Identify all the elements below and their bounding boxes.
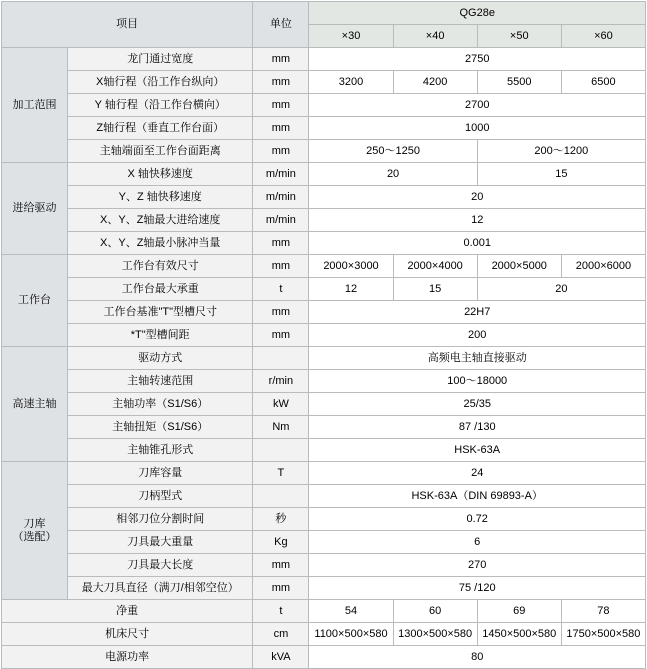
row-unit: mm: [253, 117, 309, 140]
footer-label-net-weight: 净重: [2, 600, 253, 623]
table-row: [2, 255, 646, 278]
row-item-label: Z轴行程（垂直工作台面）: [68, 117, 253, 140]
row-item-label: *T"型槽间距: [68, 324, 253, 347]
row-unit: m/min: [253, 209, 309, 232]
row-unit: T: [253, 462, 309, 485]
row-value: 69: [477, 600, 561, 623]
row-value: 0.001: [309, 232, 646, 255]
table-row: [2, 232, 646, 255]
table-row: [2, 209, 646, 232]
table-row: [2, 600, 646, 623]
row-item-label: 刀具最大长度: [68, 554, 253, 577]
row-value: 1750×500×580: [561, 623, 645, 646]
row-value: 1300×500×580: [393, 623, 477, 646]
table-row: [2, 163, 646, 186]
table-row: [2, 278, 646, 301]
table-row: [2, 554, 646, 577]
table-row: [2, 140, 646, 163]
row-item-label: Y、Z 轴快移速度: [68, 186, 253, 209]
row-value: 80: [309, 646, 646, 669]
table-row: [2, 439, 646, 462]
table-row: [2, 462, 646, 485]
table-row: [2, 646, 646, 669]
row-unit: mm: [253, 301, 309, 324]
row-unit: m/min: [253, 186, 309, 209]
row-item-label: 主轴转速范围: [68, 370, 253, 393]
row-value: 5500: [477, 71, 561, 94]
row-value: 100～18000: [309, 370, 646, 393]
row-value: 87 /130: [309, 416, 646, 439]
header-variant-40: ×40: [393, 25, 477, 48]
row-unit: [253, 347, 309, 370]
row-unit: mm: [253, 554, 309, 577]
row-item-label: 工作台基准"T"型槽尺寸: [68, 301, 253, 324]
row-item-label: 最大刀具直径（满刀/相邻空位）: [68, 577, 253, 600]
row-value: 2000×3000: [309, 255, 393, 278]
row-item-label: 主轴功率（S1/S6）: [68, 393, 253, 416]
table-row: [2, 485, 646, 508]
row-item-label: 刀具最大重量: [68, 531, 253, 554]
table-row: [2, 508, 646, 531]
header-variant-50: ×50: [477, 25, 561, 48]
row-item-label: X、Y、Z轴最小脉冲当量: [68, 232, 253, 255]
row-value: 12: [309, 209, 646, 232]
footer-label-machine-size: 机床尺寸: [2, 623, 253, 646]
table-row: [2, 117, 646, 140]
row-value: 20: [309, 163, 477, 186]
row-value: 高频电主轴直接驱动: [309, 347, 646, 370]
group-label-feed-drive: 进给驱动: [2, 163, 68, 255]
row-value: 1450×500×580: [477, 623, 561, 646]
table-row: [2, 370, 646, 393]
table-row: [2, 94, 646, 117]
row-item-label: 相邻刀位分割时间: [68, 508, 253, 531]
row-item-label: 工作台最大承重: [68, 278, 253, 301]
table-row: [2, 393, 646, 416]
row-unit: mm: [253, 140, 309, 163]
table-row: [2, 324, 646, 347]
row-value: HSK-63A（DIN 69893-A）: [309, 485, 646, 508]
header-model-label: QG28e: [309, 2, 646, 25]
row-unit: t: [253, 600, 309, 623]
row-value: 2700: [309, 94, 646, 117]
row-value: 6500: [561, 71, 645, 94]
row-item-label: X、Y、Z轴最大进给速度: [68, 209, 253, 232]
row-value: 54: [309, 600, 393, 623]
row-unit: mm: [253, 48, 309, 71]
row-unit: Nm: [253, 416, 309, 439]
row-unit: r/min: [253, 370, 309, 393]
header-variant-30: ×30: [309, 25, 393, 48]
row-unit: kW: [253, 393, 309, 416]
row-item-label: 刀库容量: [68, 462, 253, 485]
footer-label-power: 电源功率: [2, 646, 253, 669]
row-unit: mm: [253, 71, 309, 94]
row-item-label: 主轴端面至工作台面距离: [68, 140, 253, 163]
header-unit-label: 单位: [253, 2, 309, 48]
table-row: [2, 577, 646, 600]
row-value: 15: [477, 163, 645, 186]
row-value: 2000×5000: [477, 255, 561, 278]
row-item-label: X轴行程（沿工作台纵向）: [68, 71, 253, 94]
row-item-label: 龙门通过宽度: [68, 48, 253, 71]
group-label-worktable: 工作台: [2, 255, 68, 347]
table-row: [2, 71, 646, 94]
row-unit: 秒: [253, 508, 309, 531]
row-item-label: Y 轴行程（沿工作台横向）: [68, 94, 253, 117]
table-row: [2, 301, 646, 324]
row-value: 24: [309, 462, 646, 485]
header-variant-60: ×60: [561, 25, 645, 48]
group-label-tool-magazine-line1: 刀库 （选配）: [12, 518, 57, 543]
row-unit: Kg: [253, 531, 309, 554]
row-unit: mm: [253, 577, 309, 600]
table-row: [2, 347, 646, 370]
row-value: 6: [309, 531, 646, 554]
row-value: 1000: [309, 117, 646, 140]
row-value: 2000×4000: [393, 255, 477, 278]
row-value: 270: [309, 554, 646, 577]
row-value: 25/35: [309, 393, 646, 416]
row-unit: [253, 485, 309, 508]
row-value: 60: [393, 600, 477, 623]
row-value: 22H7: [309, 301, 646, 324]
row-unit: kVA: [253, 646, 309, 669]
row-item-label: 工作台有效尺寸: [68, 255, 253, 278]
row-unit: cm: [253, 623, 309, 646]
row-item-label: 驱动方式: [68, 347, 253, 370]
row-value: 78: [561, 600, 645, 623]
row-unit: mm: [253, 232, 309, 255]
row-unit: mm: [253, 255, 309, 278]
row-unit: mm: [253, 94, 309, 117]
table-row: [2, 416, 646, 439]
row-value: 0.72: [309, 508, 646, 531]
row-value: 15: [393, 278, 477, 301]
row-value: 1100×500×580: [309, 623, 393, 646]
table-header-row: [2, 2, 646, 25]
specification-table: [1, 1, 646, 669]
row-value: 200～1200: [477, 140, 645, 163]
group-label-machining-range: 加工范围: [2, 48, 68, 163]
row-value: HSK-63A: [309, 439, 646, 462]
header-item-label: 项目: [2, 2, 253, 48]
row-unit: t: [253, 278, 309, 301]
row-unit: m/min: [253, 163, 309, 186]
row-value: 3200: [309, 71, 393, 94]
row-value: 200: [309, 324, 646, 347]
row-value: 75 /120: [309, 577, 646, 600]
row-value: 250～1250: [309, 140, 477, 163]
table-row: [2, 531, 646, 554]
row-item-label: 刀柄型式: [68, 485, 253, 508]
row-unit: [253, 439, 309, 462]
row-value: 4200: [393, 71, 477, 94]
row-value: 2000×6000: [561, 255, 645, 278]
table-row: [2, 48, 646, 71]
group-label-tool-magazine: [2, 462, 68, 600]
row-value: 12: [309, 278, 393, 301]
table-row: [2, 623, 646, 646]
row-item-label: 主轴锥孔形式: [68, 439, 253, 462]
row-item-label: 主轴扭矩（S1/S6）: [68, 416, 253, 439]
row-value: 20: [477, 278, 645, 301]
row-item-label: X 轴快移速度: [68, 163, 253, 186]
table-row: [2, 186, 646, 209]
row-unit: mm: [253, 324, 309, 347]
row-value: 2750: [309, 48, 646, 71]
group-label-high-speed-spindle: 高速主轴: [2, 347, 68, 462]
row-value: 20: [309, 186, 646, 209]
